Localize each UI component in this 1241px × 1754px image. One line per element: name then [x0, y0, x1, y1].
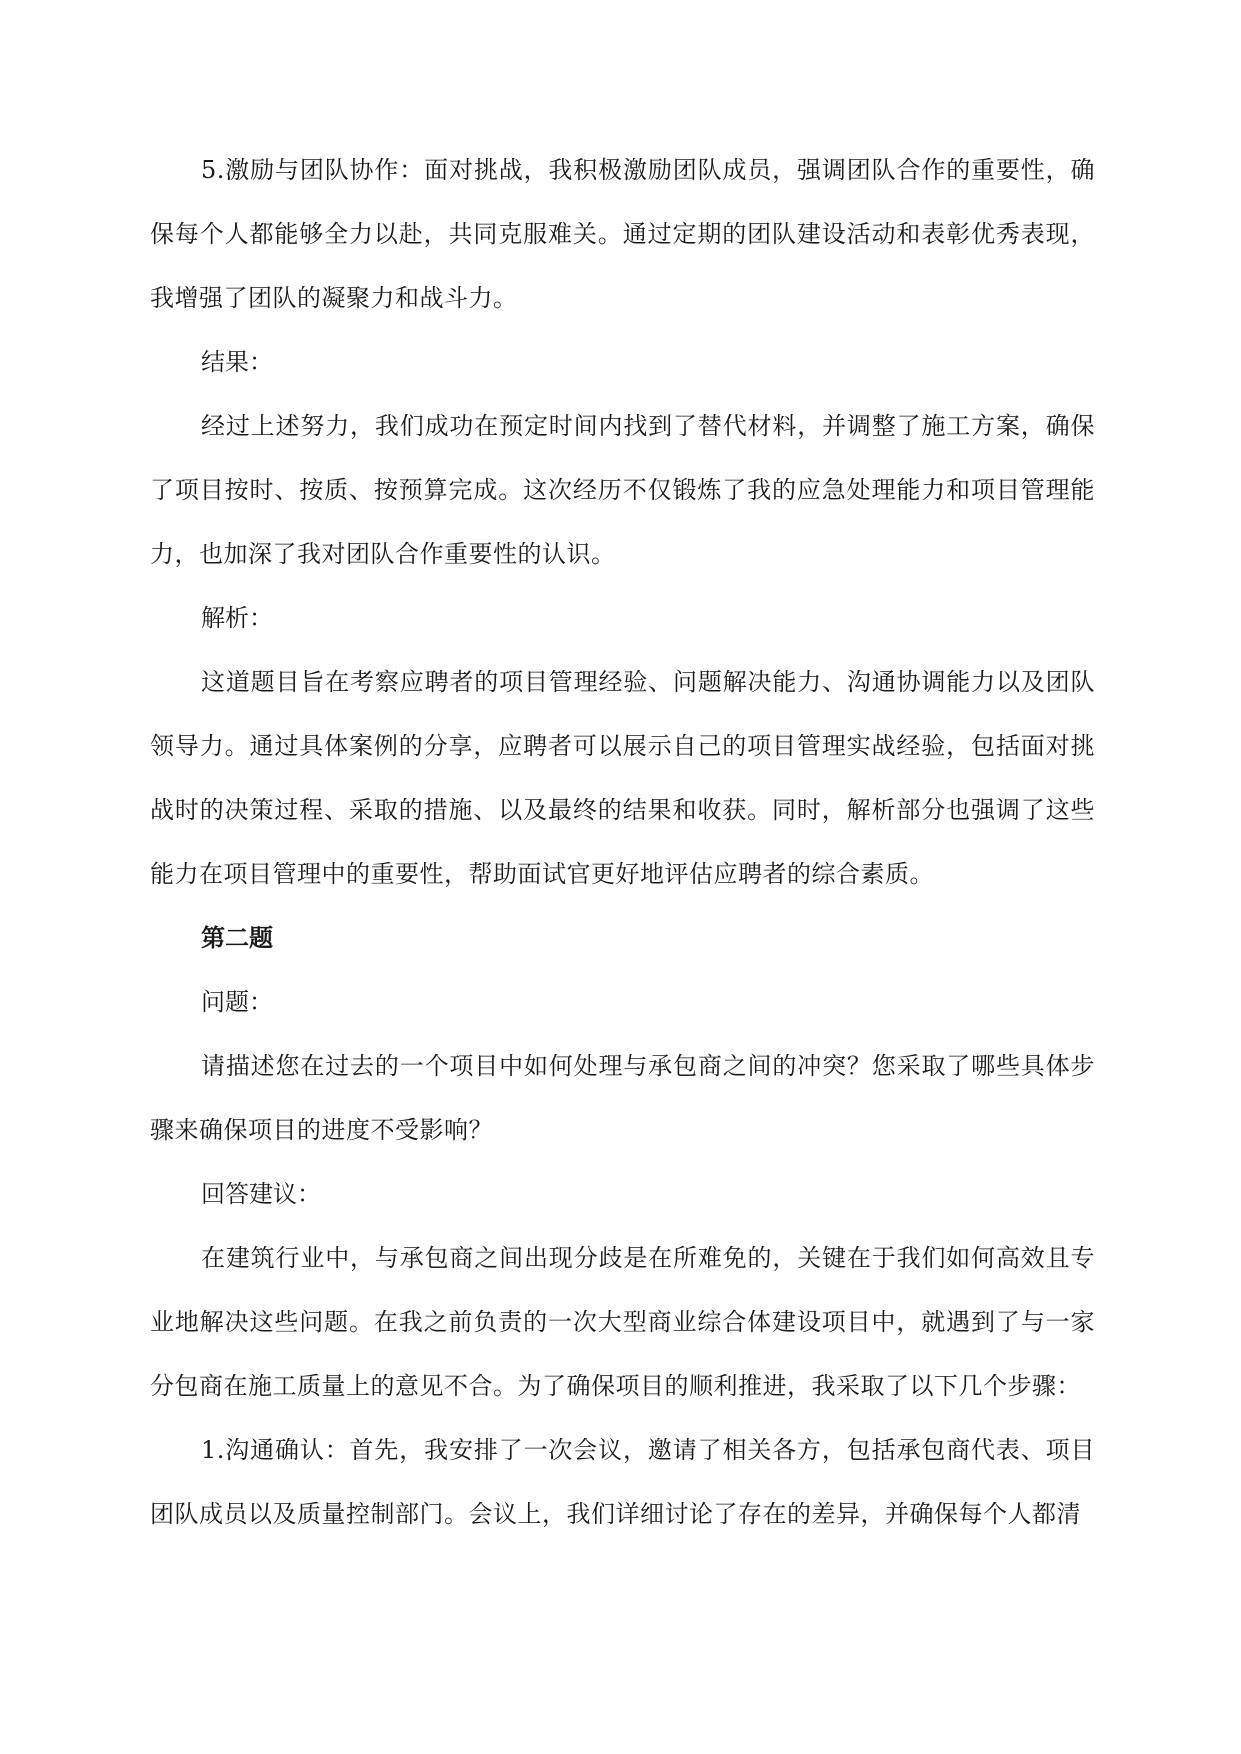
label-answer-suggestion: 回答建议： — [201, 1180, 321, 1208]
paragraph-analysis: 这道题目旨在考察应聘者的项目管理经验、问题解决能力、沟通协调能力以及团队领导力。通过具体案例的分享，应聘者可以展示自己的项目管理实战经验，包括面对挑战时的决策过程、采取的措施、以及最终的结果和收获。同时，解析部分也强调了这些能力在项目管理中的重要性，帮助面试官更好地评估应聘者的综合素质。 — [150, 668, 1095, 888]
paragraph-team-motivation: 5.激励与团队协作：面对挑战，我积极激励团队成员，强调团队合作的重要性，确保每个人都能够全力以赴，共同克服难关。通过定期的团队建设活动和表彰优秀表现，我增强了团队的凝聚力和战斗力。 — [150, 156, 1095, 312]
document-body — [150, 138, 1095, 1546]
paragraph-answer-intro: 在建筑行业中，与承包商之间出现分歧是在所难免的，关键在于我们如何高效且专业地解决这些问题。在我之前负责的一次大型商业综合体建设项目中，就遇到了与一家分包商在施工质量上的意见不合。为了确保项目的顺利推进，我采取了以下几个步骤： — [150, 1244, 1095, 1400]
label-result: 结果： — [201, 348, 273, 376]
paragraph-result: 经过上述努力，我们成功在预定时间内找到了替代材料，并调整了施工方案，确保了项目按时、按质、按预算完成。这次经历不仅锻炼了我的应急处理能力和项目管理能力，也加深了我对团队合作重要性的认识。 — [150, 412, 1095, 568]
heading-question-two: 第二题 — [201, 923, 273, 952]
label-question: 问题： — [201, 988, 273, 1016]
paragraph-step-one: 1.沟通确认：首先，我安排了一次会议，邀请了相关各方，包括承包商代表、项目团队成员以及质量控制部门。会议上，我们详细讨论了存在的差异，并确保每个人都清 — [150, 1436, 1095, 1528]
paragraph-question: 请描述您在过去的一个项目中如何处理与承包商之间的冲突？您采取了哪些具体步骤来确保项目的进度不受影响？ — [150, 1052, 1095, 1144]
label-analysis: 解析： — [201, 604, 273, 632]
